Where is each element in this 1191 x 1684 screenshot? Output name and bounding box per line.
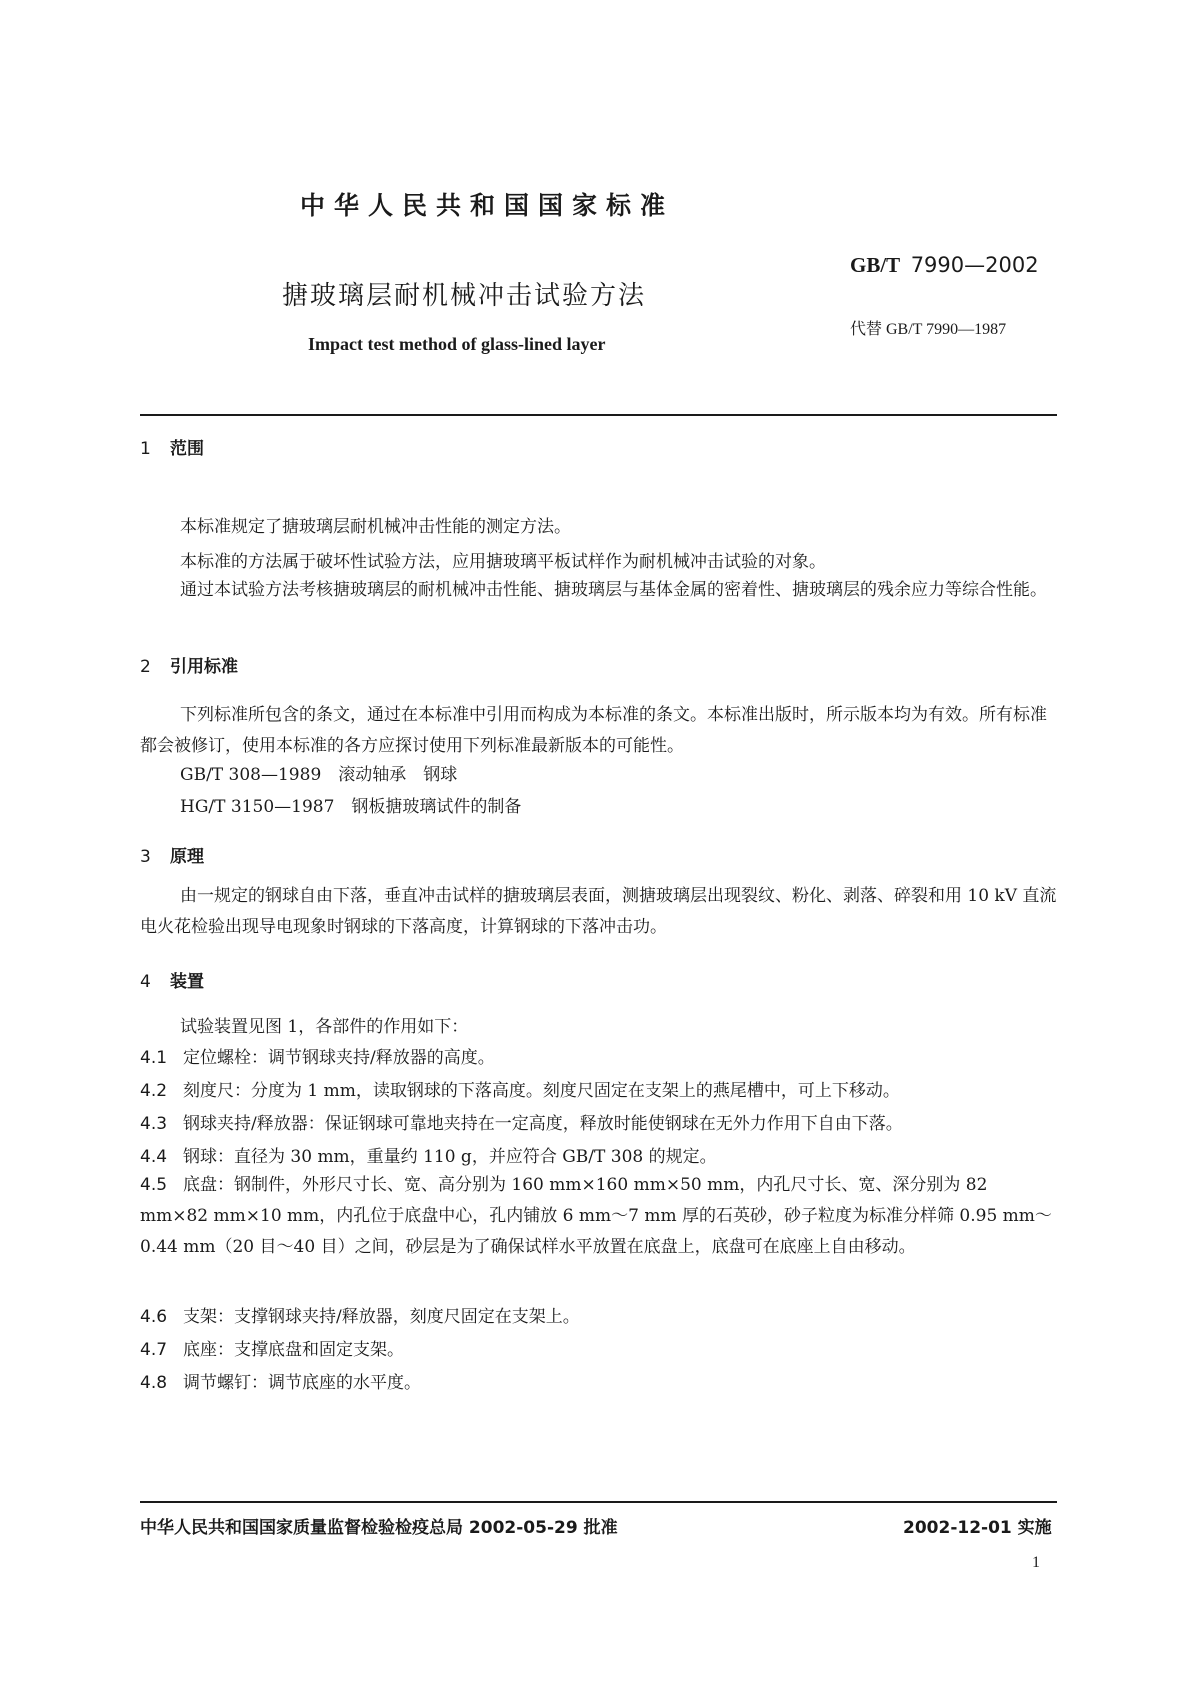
list-item xyxy=(140,1109,903,1134)
item-text: 刻度尺：分度为 1 mm，读取钢球的下落高度。刻度尺固定在支架上的燕尾槽中，可上下移动。 xyxy=(183,1081,900,1101)
list-item xyxy=(140,1170,1060,1263)
item-text: 底盘：钢制件，外形尺寸长、宽、高分别为 160 mm×160 mm×50 mm，内孔尺寸长、宽、深分别为 82 mm×82 mm×10 mm，内孔位于底盘中心，孔内铺放 6 mm～7 mm 厚的石英砂，砂子粒度为标准分样筛 0.95 mm～0.44 mm（20 目～40 目）之间，砂层是为了确保试样水平放置在底盘上，底盘可在底座上自由移动。 xyxy=(140,1175,1052,1257)
section-2-number: 2 xyxy=(140,657,151,677)
header-rule xyxy=(140,414,1057,416)
section-3-heading xyxy=(140,842,204,867)
item-text: 底座：支撑底盘和固定支架。 xyxy=(183,1340,404,1360)
section-1-para-2: 本标准的方法属于破坏性试验方法，应用搪玻璃平板试样作为耐机械冲击试验的对象。 xyxy=(180,552,826,572)
item-text: 调节螺钉：调节底座的水平度。 xyxy=(183,1373,421,1393)
list-item xyxy=(140,1368,421,1393)
item-number: 4.1 xyxy=(140,1048,168,1068)
item-text: 支架：支撑钢球夹持/释放器，刻度尺固定在支架上。 xyxy=(183,1307,580,1327)
section-1-title: 范围 xyxy=(170,439,204,459)
section-4-heading xyxy=(140,967,204,992)
section-1-para-3: 通过本试验方法考核搪玻璃层的耐机械冲击性能、搪玻璃层与基体金属的密着性、搪玻璃层的残余应力等综合性能。 xyxy=(180,580,1047,600)
approval-statement: 中华人民共和国国家质量监督检验检疫总局 2002-05-29 批准 xyxy=(140,1518,618,1538)
section-3-number: 3 xyxy=(140,847,151,867)
list-item xyxy=(140,1043,495,1068)
section-3-para-1: 由一规定的钢球自由下落，垂直冲击试样的搪玻璃层表面，测搪玻璃层出现裂纹、粉化、剥落、碎裂和用 10 kV 直流电火花检验出现导电现象时钢球的下落高度，计算钢球的下落冲击功。 xyxy=(140,886,1057,937)
reference-gb-t-308: GB/T 308—1989 滚动轴承 钢球 xyxy=(180,765,458,785)
standard-code-number: 7990—2002 xyxy=(910,253,1039,277)
item-number: 4.3 xyxy=(140,1114,168,1134)
item-number: 4.2 xyxy=(140,1081,168,1101)
national-standard-heading: 中华人民共和国国家标准 xyxy=(300,191,675,220)
document-title-en: Impact test method of glass-lined layer xyxy=(308,334,606,354)
section-1-number: 1 xyxy=(140,439,151,459)
item-number: 4.5 xyxy=(140,1175,168,1195)
effective-date: 2002-12-01 实施 xyxy=(903,1518,1052,1538)
item-number: 4.7 xyxy=(140,1340,168,1360)
item-number: 4.6 xyxy=(140,1307,168,1327)
standard-code-prefix: GB/T xyxy=(850,253,901,277)
section-1-para-1: 本标准规定了搪玻璃层耐机械冲击性能的测定方法。 xyxy=(180,517,571,537)
document-title-cn: 搪玻璃层耐机械冲击试验方法 xyxy=(282,281,647,311)
section-4-number: 4 xyxy=(140,972,151,992)
item-text: 钢球夹持/释放器：保证钢球可靠地夹持在一定高度，释放时能使钢球在无外力作用下自由下落。 xyxy=(183,1114,903,1134)
standard-code xyxy=(850,253,1039,278)
section-2-para-1: 下列标准所包含的条文，通过在本标准中引用而构成为本标准的条文。本标准出版时，所示版本均为有效。所有标准都会被修订，使用本标准的各方应探讨使用下列标准最新版本的可能性。 xyxy=(140,705,1047,756)
list-item xyxy=(140,1302,580,1327)
section-2-title: 引用标准 xyxy=(170,657,238,677)
section-1-heading xyxy=(140,434,204,459)
item-number: 4.8 xyxy=(140,1373,168,1393)
section-2-heading xyxy=(140,652,238,677)
item-text: 钢球：直径为 30 mm，重量约 110 g，并应符合 GB/T 308 的规定。 xyxy=(183,1147,717,1167)
replaces-standard: 代替 GB/T 7990—1987 xyxy=(850,321,1007,338)
section-3-title: 原理 xyxy=(170,847,204,867)
section-4-intro: 试验装置见图 1，各部件的作用如下： xyxy=(180,1017,469,1037)
reference-hg-t-3150: HG/T 3150—1987 钢板搪玻璃试件的制备 xyxy=(180,797,522,817)
item-number: 4.4 xyxy=(140,1147,168,1167)
section-4-title: 装置 xyxy=(170,972,204,992)
list-item xyxy=(140,1335,404,1360)
list-item xyxy=(140,1142,717,1167)
page-number: 1 xyxy=(1032,1554,1040,1571)
footer-rule xyxy=(140,1501,1057,1503)
item-text: 定位螺栓：调节钢球夹持/释放器的高度。 xyxy=(183,1048,495,1068)
list-item xyxy=(140,1076,900,1101)
